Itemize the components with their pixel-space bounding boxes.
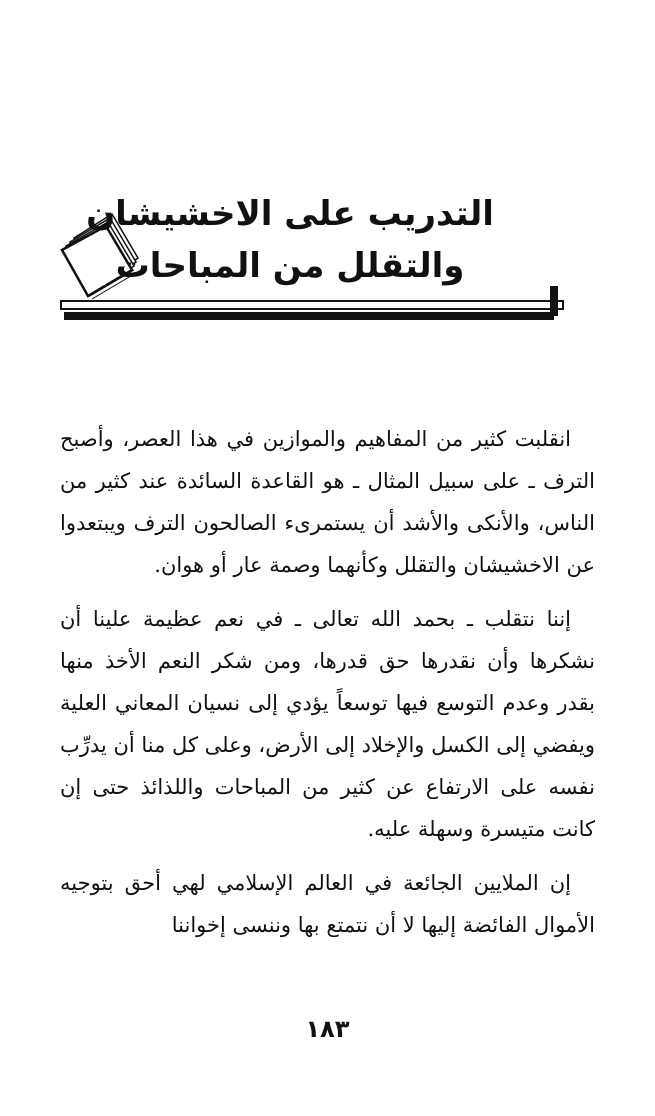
paragraph: إن الملايين الجائعة في العالم الإسلامي لهي أحق بتوجيه الأموال الفائضة إليها لا أن نتمتع بها وننسى إخواننا xyxy=(60,871,595,937)
title-underline-shadow xyxy=(64,312,554,320)
body-text xyxy=(60,418,595,958)
chapter-title-line-1: التدريب على الاخشيشان xyxy=(86,194,494,234)
chapter-heading xyxy=(60,180,570,330)
title-underline-cap xyxy=(550,286,558,316)
paragraph: إننا نتقلب ـ بحمد الله تعالى ـ في نعم عظيمة علينا أن نشكرها وأن نقدرها حق قدرها، ومن شكر النعم الأخذ منها بقدر وعدم التوسع فيها توسعاً يؤدي إلى نسيان المعاني العلية ويفضي إلى الكسل والإخلاد إلى الأرض، وعلى كل منا أن يدرِّب نفسه على الارتفاع عن كثير من المباحات واللذائذ حتى إن كانت متيسرة وسهلة عليه. xyxy=(60,607,595,841)
title-underline xyxy=(60,300,564,310)
page-number: ١٨٣ xyxy=(305,1015,350,1043)
paragraph: انقلبت كثير من المفاهيم والموازين في هذا العصر، وأصبح الترف ـ على سبيل المثال ـ هو القاعدة السائدة عند كثير من الناس، والأنكى والأشد أن يستمرىء الصالحون الترف ويبتعدوا عن الاخشيشان والتقلل وكأنهما وصمة عار أو هوان. xyxy=(60,427,595,577)
chapter-title-line-2: والتقلل من المباحات xyxy=(115,246,465,286)
